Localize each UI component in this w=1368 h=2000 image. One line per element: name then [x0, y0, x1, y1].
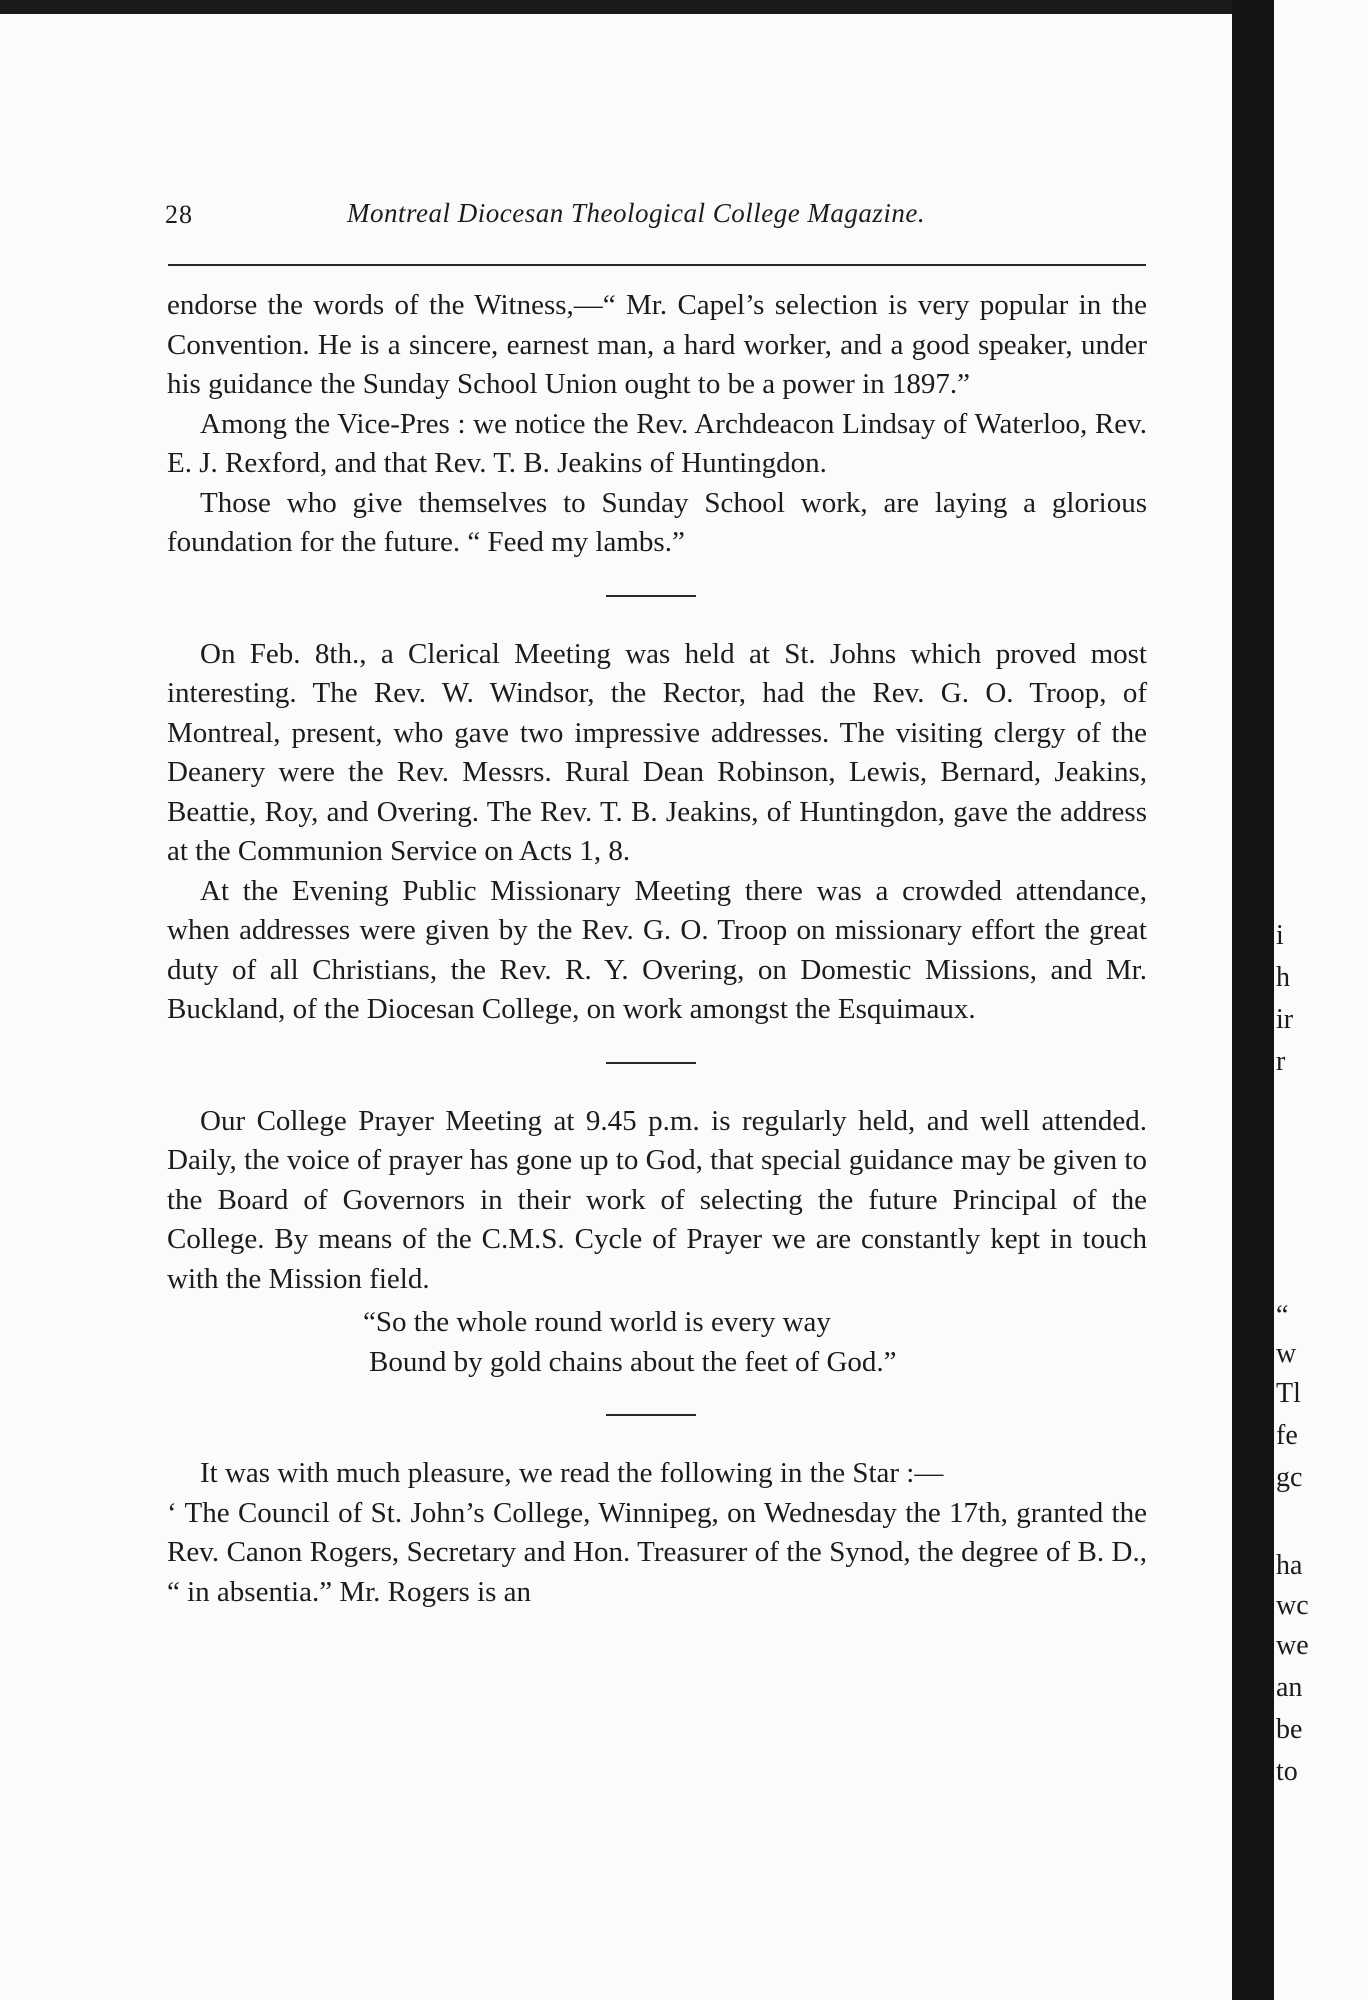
adjacent-fragment: ha	[1276, 1550, 1303, 1581]
adjacent-fragment: be	[1276, 1714, 1303, 1745]
article-body	[167, 286, 1147, 1612]
verse-line: Bound by gold chains about the feet of God.”	[369, 1345, 897, 1378]
magazine-title: Montreal Diocesan Theological College Magazine.	[347, 198, 926, 228]
adjacent-fragment: r	[1276, 1046, 1286, 1077]
adjacent-fragment: w	[1276, 1338, 1297, 1369]
adjacent-fragment: an	[1276, 1672, 1303, 1703]
section-divider	[606, 595, 696, 597]
paragraph: It was with much pleasure, we read the following in the Star :—	[200, 1457, 944, 1489]
adjacent-fragment: ir	[1276, 1004, 1294, 1035]
adjacent-fragment: h	[1276, 962, 1290, 993]
paragraph: At the Evening Public Missionary Meeting there was a crowded attendance, when addresses were given by the Rev. G. O. Troop on missionary effort the great duty of all Christians, the Rev. R. Y. Overing, on Domestic Missions, and Mr. Buckland, of the Diocesan College, on work amongst the Esquimaux.	[167, 874, 1147, 1025]
verse-quotation	[363, 1303, 1147, 1382]
paragraph: On Feb. 8th., a Clerical Meeting was held at St. Johns which proved most interesting. The Rev. W. Windsor, the Rector, had the Rev. G. O. Troop, of Montreal, present, who gave two impressive addresses. The visiting clergy of the Deanery were the Rev. Messrs. Rural Dean Robinson, Lewis, Bernard, Jeakins, Beattie, Roy, and Overing. The Rev. T. B. Jeakins, of Huntingdon, gave the address at the Communion Service on Acts 1, 8.	[167, 637, 1147, 867]
adjacent-fragment: gc	[1276, 1462, 1303, 1493]
section-divider	[606, 1414, 696, 1416]
scan-top-border	[0, 0, 1368, 14]
adjacent-fragment: fe	[1276, 1420, 1298, 1451]
adjacent-fragment: to	[1276, 1756, 1298, 1787]
adjacent-fragment: “	[1276, 1300, 1289, 1331]
paragraph: Our College Prayer Meeting at 9.45 p.m. is regularly held, and well attended. Daily, the voice of prayer has gone up to God, that special guidance may be given to the Board of Governors in their work of selecting the future Principal of the College. By means of the C.M.S. Cycle of Prayer we are constantly kept in touch with the Mission field.	[167, 1104, 1147, 1295]
paragraph: Those who give themselves to Sunday School work, are laying a glorious foundation for the future. “ Feed my lambs.”	[167, 486, 1147, 558]
paragraph: ‘ The Council of St. John’s College, Winnipeg, on Wednesday the 17th, granted the Rev. Canon Rogers, Secretary and Hon. Treasurer of the Synod, the degree of B. D., “ in absentia.” Mr. Rogers is an	[167, 1496, 1147, 1608]
running-head	[165, 198, 1150, 238]
adjacent-fragment: wc	[1276, 1590, 1309, 1621]
adjacent-fragment: Tl	[1276, 1378, 1301, 1409]
paragraph: endorse the words of the Witness,—“ Mr. Capel’s selection is very popular in the Convention. He is a sincere, earnest man, a hard worker, and a good speaker, under his guidance the Sunday School Union ought to be a power in 1897.”	[167, 289, 1147, 400]
verse-line: “So the whole round world is every way	[363, 1306, 831, 1338]
page-number: 28	[165, 200, 193, 229]
paragraph: Among the Vice-Pres : we notice the Rev. Archdeacon Lindsay of Waterloo, Rev. E. J. Rexford, and that Rev. T. B. Jeakins of Huntingdon.	[167, 407, 1147, 479]
section-divider	[606, 1062, 696, 1064]
adjacent-fragment: i	[1276, 920, 1284, 951]
header-rule	[168, 264, 1146, 266]
adjacent-page	[1274, 0, 1368, 2000]
adjacent-fragment: we	[1276, 1630, 1309, 1661]
book-spine-gutter	[1232, 0, 1274, 2000]
